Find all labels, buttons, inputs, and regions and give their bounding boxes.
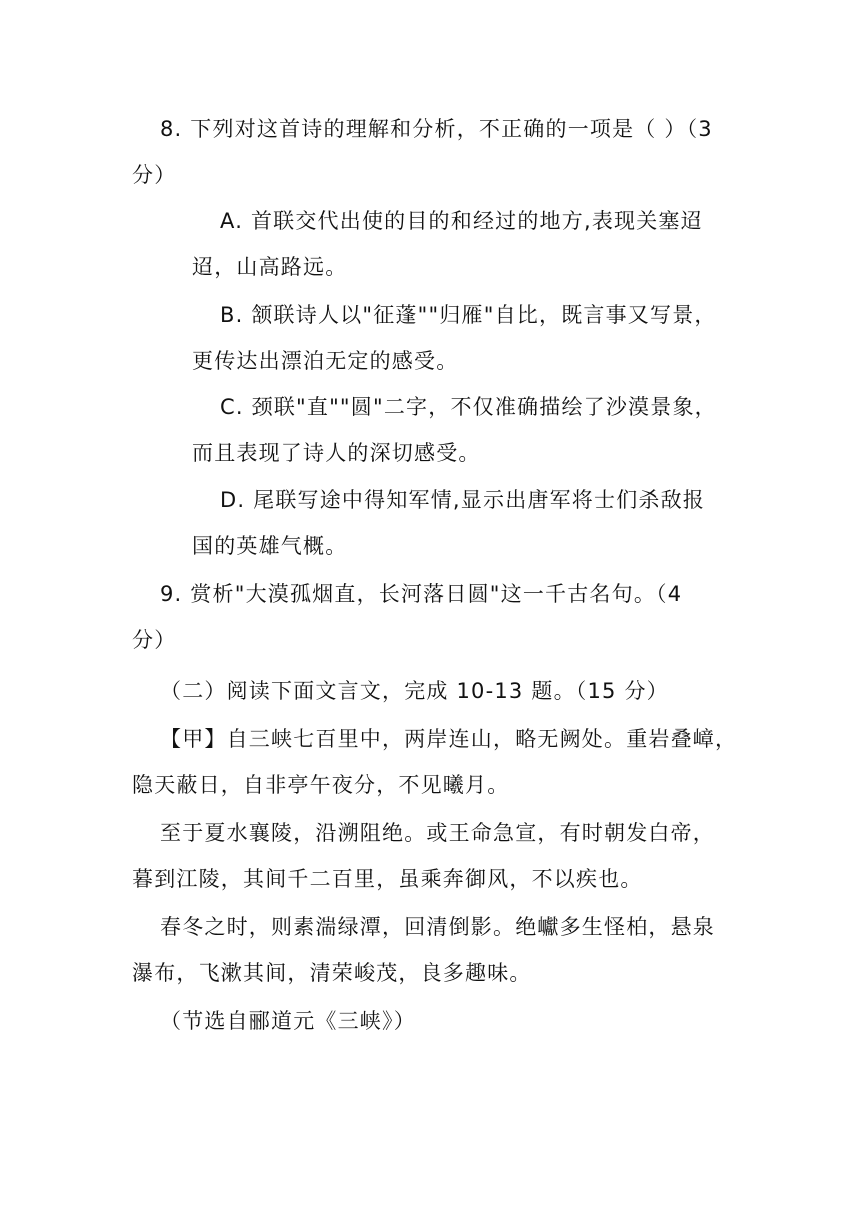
text-line: 至于夏水襄陵，沿溯阻绝。或王命急宣，有时朝发白帝， [160,821,715,845]
question-8-stem [132,106,713,198]
text-line: 分） [132,628,177,652]
passage-paragraph-2 [132,810,715,902]
text-line: 更传达出漂泊无定的感受。 [192,349,459,373]
text-line: （节选自郦道元《三峡》） [160,1009,416,1033]
text-line: 春冬之时，则素湍绿潭，回清倒影。绝巘多生怪柏，悬泉 [160,915,715,939]
text-line: C. 颈联"直""圆"二字，不仅准确描绘了沙漠景象， [220,395,717,419]
text-line: B. 颔联诗人以"征蓬""归雁"自比，既言事又写景， [220,303,717,327]
text-line: 隐天蔽日，自非亭午夜分，不见曦月。 [132,773,510,797]
passage-source [160,998,416,1044]
option-b [192,292,717,384]
text-line: 瀑布，飞漱其间，清荣峻茂，良多趣味。 [132,961,532,985]
text-line: （二）阅读下面文言文，完成 10-13 题。（15 分） [160,679,669,703]
text-line: 国的英雄气概。 [192,534,348,558]
option-c [192,384,717,476]
text-line: D. 尾联写途中得知军情,显示出唐军将士们杀敌报 [220,488,705,512]
text-line: 而且表现了诗人的深切感受。 [192,441,481,465]
text-line: 【甲】自三峡七百里中，两岸连山，略无阙处。重岩叠嶂， [160,727,738,751]
passage-paragraph-3 [132,904,715,996]
section-heading [160,668,669,714]
text-line: 暮到江陵，其间千二百里，虽乘奔御风，不以疾也。 [132,867,643,891]
text-line: 迢，山高路远。 [192,255,348,279]
question-9-stem [132,571,682,663]
option-d [192,477,705,569]
text-line: A. 首联交代出使的目的和经过的地方,表现关塞迢 [220,209,703,233]
passage-paragraph-1 [132,716,737,808]
option-a [192,198,703,290]
text-line: 8. 下列对这首诗的理解和分析，不正确的一项是（ ）（3 [160,117,713,141]
text-line: 9. 赏析"大漠孤烟直，长河落日圆"这一千古名句。（4 [160,582,683,606]
text-line: 分） [132,163,177,187]
